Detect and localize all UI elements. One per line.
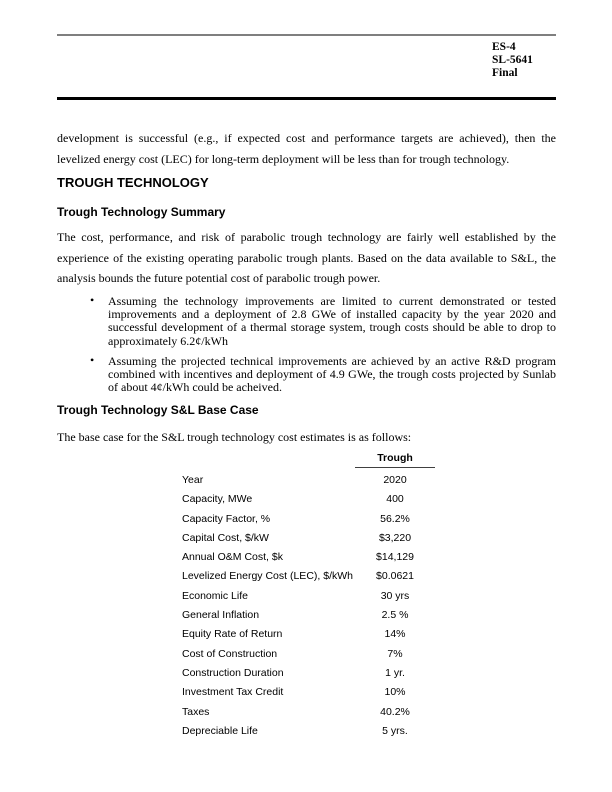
table-row-label: Economic Life [182,589,248,602]
table-row-value: $14,129 [376,551,414,564]
bullet-icon: • [90,352,95,367]
table-row-value: 7% [387,647,403,660]
base-case-intro: The base case for the S&L trough technology cost estimates is as follows: [57,430,412,444]
table-row [57,648,556,667]
base-case-table [57,452,556,744]
table-row-value: 400 [386,493,404,506]
table-row [57,570,556,589]
bullet-list [57,295,556,401]
table-row-label: Year [182,474,204,486]
header-bottom-rule [57,97,556,100]
bullet-item [57,352,556,395]
table-row-value: 40.2% [380,705,410,718]
table-row-value: $3,220 [378,531,412,544]
table-row-value: 2.5 % [381,609,409,622]
table-row-label: Depreciable Life [182,724,258,737]
table-row-value: 10% [384,686,406,699]
intro-paragraph: development is successful (e.g., if expected cost and performance targets are achieved), then the levelized energy cost (LEC) for long-term deployment will be less than for trough technology. [57,131,556,166]
table-row-value: 2020 [383,474,407,486]
summary-paragraph: The cost, performance, and risk of parabolic trough technology are fairly well established by the experience of the existing operating parabolic trough plants. Based on the data available to S&L, the analysis bounds the future potential cost of parabolic trough power. [57,230,556,285]
table-row [57,686,556,705]
table-row-value: 30 yrs [380,589,410,602]
table-row [57,706,556,725]
table-row-label: Annual O&M Cost, $k [182,551,283,564]
table-row [57,609,556,628]
table-row-value: 1 yr. [385,666,405,679]
header-report-number: SL-5641 [492,54,533,66]
table-row-label: Equity Rate of Return [182,628,283,641]
table-row-label: Levelized Energy Cost (LEC), $/kWh [182,570,353,583]
table-row-label: Capital Cost, $/kW [182,531,269,544]
table-row [57,551,556,570]
table-row [57,628,556,647]
base-case-heading: Trough Technology S&L Base Case [57,403,259,417]
table-body [57,474,556,744]
table-row [57,493,556,512]
table-column-header: Trough [355,452,435,468]
table-row-label: Capacity, MWe [182,493,253,506]
bullet-text: Assuming the technology improvements are limited to current demonstrated or tested improvements and a deployment of 2.8 GWe of installed capacity by the year 2020 and successful development of a thermal storage system, trough costs should be able to drop to approximately 6.2¢/kWh [108,294,556,348]
table-row-label: Investment Tax Credit [182,686,284,699]
header-status: Final [492,67,518,79]
table-row [57,667,556,686]
document-header [492,41,533,80]
table-row-value: 56.2% [380,512,410,525]
summary-heading: Trough Technology Summary [57,205,226,219]
bullet-icon: • [90,293,95,307]
table-row-label: Construction Duration [182,666,284,679]
header-top-rule [57,34,556,36]
header-doc-code: ES-4 [492,41,516,53]
table-row-label: Taxes [182,705,210,718]
table-row-value: 5 yrs. [382,724,408,737]
bullet-item [57,295,556,348]
table-row-value: 14% [384,628,406,641]
table-row-label: General Inflation [182,609,260,622]
table-row [57,725,556,744]
table-row-value: $0.0621 [376,570,414,583]
table-row [57,474,556,493]
table-row-label: Cost of Construction [182,647,278,660]
table-row [57,532,556,551]
table-row-label: Capacity Factor, % [182,512,271,525]
table-row [57,590,556,609]
section-title: TROUGH TECHNOLOGY [57,175,209,190]
bullet-text: Assuming the projected technical improvements are achieved by an active R&D program combined with incentives and deployment of 4.9 GWe, the trough costs projected by Sunlab of about 4¢/kWh could be acheived. [108,353,556,395]
table-row [57,513,556,532]
